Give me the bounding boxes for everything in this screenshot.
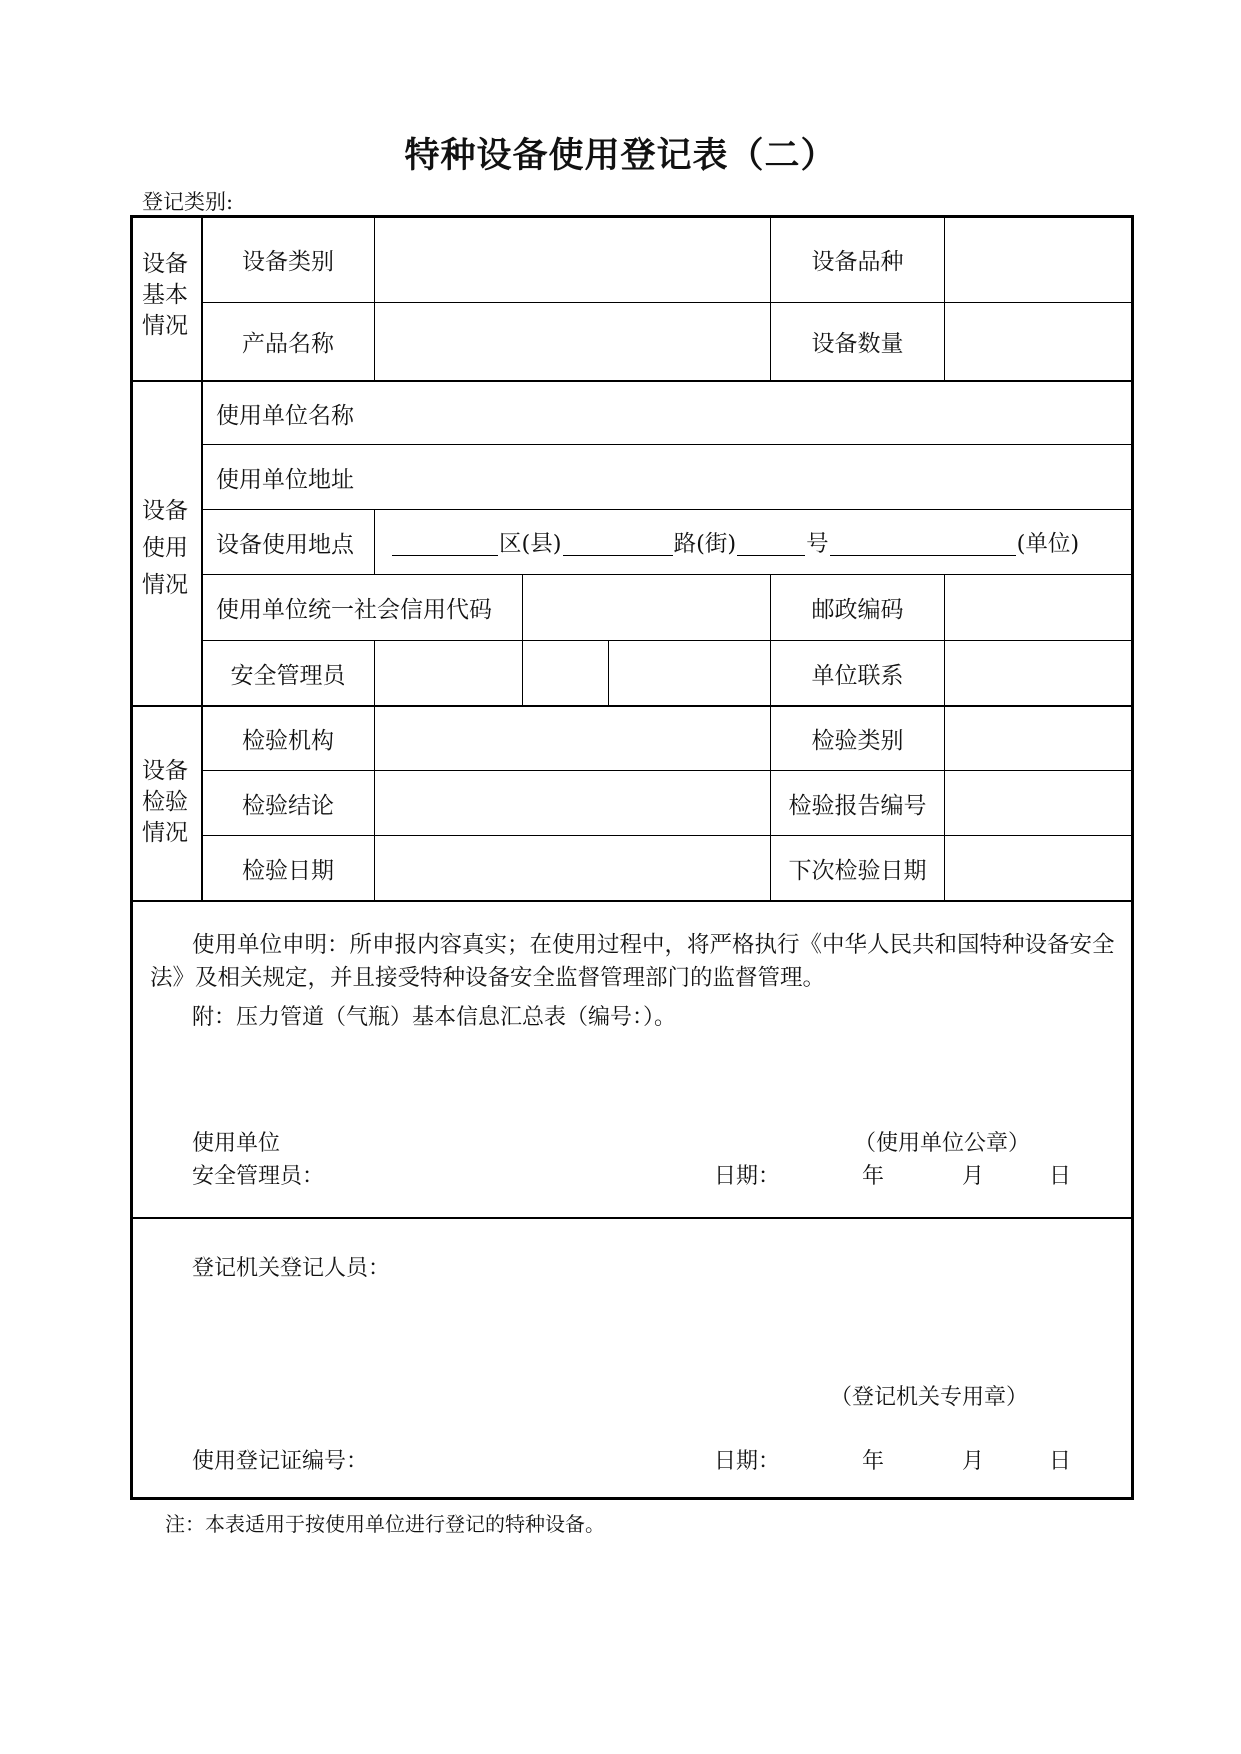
district-blank[interactable] — [392, 529, 498, 556]
equipment-variety-field[interactable] — [945, 217, 1131, 302]
attachment-note: 附：压力管道（气瓶）基本信息汇总表（编号：）。 — [192, 1005, 677, 1030]
inspection-date-field[interactable] — [375, 836, 770, 900]
inspection-date-label: 检验日期 — [242, 857, 334, 884]
number-blank[interactable] — [737, 529, 805, 556]
declaration-day-label: 日 — [1049, 1164, 1072, 1189]
unit-contact-label: 单位联系 — [811, 662, 904, 689]
inspection-type-label: 检验类别 — [811, 728, 904, 754]
road-blank[interactable] — [563, 529, 673, 556]
registration-day-label: 日 — [1049, 1449, 1072, 1474]
section-basic-info: 设备 基本 情况 — [142, 251, 188, 339]
section-inspection-info: 设备 检验 情况 — [142, 758, 188, 846]
inspection-conclusion-label: 检验结论 — [242, 792, 334, 819]
declaration-manager-label: 安全管理员： — [192, 1164, 325, 1189]
registration-seal-label: （登记机关专用章） — [830, 1385, 1029, 1410]
registration-date-label: 日期： — [714, 1449, 781, 1474]
next-inspection-date-field[interactable] — [945, 836, 1131, 900]
equipment-quantity-field[interactable] — [945, 303, 1131, 380]
product-name-label: 产品名称 — [242, 331, 334, 357]
declaration-date-label: 日期： — [714, 1164, 781, 1189]
equipment-quantity-label: 设备数量 — [811, 331, 904, 357]
equipment-type-label: 设备类别 — [242, 249, 334, 275]
number-unit-text: 号 — [806, 531, 829, 557]
unit-contact-field[interactable] — [945, 641, 1131, 705]
credit-code-label: 使用单位统一社会信用代码 — [216, 597, 492, 623]
declaration-statement: 使用单位申明：所申报内容真实；在使用过程中，将严格执行《中华人民共和国特种设备安全法》及相关规定，并且接受特种设备安全监督管理部门的监督管理。 — [150, 932, 1115, 991]
product-name-field[interactable] — [375, 303, 770, 380]
inspection-agency-field[interactable] — [375, 707, 770, 770]
section-usage-info: 设备 使用 情况 — [142, 498, 188, 598]
unit-address-field[interactable] — [375, 445, 1131, 509]
safety-manager-phone-field[interactable] — [609, 641, 770, 705]
registration-cert-number-label: 使用登记证编号： — [192, 1449, 369, 1474]
unit-name-field[interactable] — [375, 382, 1131, 444]
usage-location-field[interactable] — [375, 510, 1131, 574]
inspection-report-number-label: 检验报告编号 — [788, 792, 927, 819]
inspection-conclusion-field[interactable] — [375, 771, 770, 835]
postal-code-field[interactable] — [945, 575, 1131, 640]
equipment-variety-label: 设备品种 — [811, 249, 904, 275]
safety-manager-field[interactable] — [375, 641, 522, 705]
inspection-agency-label: 检验机构 — [242, 728, 334, 754]
safety-manager-label: 安全管理员 — [230, 662, 346, 689]
unit-suffix-text: (单位) — [1016, 531, 1080, 557]
declaration-month-label: 月 — [962, 1164, 985, 1189]
equipment-type-field[interactable] — [375, 217, 770, 302]
district-unit-text: 区(县) — [499, 531, 562, 557]
unit-name-label: 使用单位名称 — [216, 402, 354, 429]
next-inspection-date-label: 下次检验日期 — [788, 857, 927, 884]
credit-code-field[interactable] — [523, 575, 770, 640]
declaration-year-label: 年 — [862, 1164, 885, 1189]
registration-month-label: 月 — [962, 1449, 985, 1474]
postal-code-label: 邮政编码 — [811, 597, 904, 623]
inspection-report-number-field[interactable] — [945, 771, 1131, 835]
unit-address-label: 使用单位地址 — [216, 466, 354, 493]
footnote: 注：本表适用于按使用单位进行登记的特种设备。 — [165, 1512, 605, 1536]
registration-category-label: 登记类别: — [142, 190, 234, 214]
safety-manager-extra-field[interactable] — [523, 641, 608, 705]
declaration-unit-label: 使用单位 — [192, 1131, 281, 1156]
section-divider — [132, 900, 1132, 902]
form-title: 特种设备使用登记表（二） — [404, 135, 837, 176]
section-divider — [132, 1217, 1132, 1219]
inspection-type-field[interactable] — [945, 707, 1131, 770]
road-unit-text: 路(街) — [673, 531, 737, 557]
usage-location-label: 设备使用地点 — [216, 531, 354, 558]
unit-seal-label: （使用单位公章） — [854, 1131, 1031, 1156]
registration-year-label: 年 — [862, 1449, 885, 1474]
registration-staff-label: 登记机关登记人员： — [192, 1256, 391, 1281]
unit-blank[interactable] — [830, 529, 1016, 556]
